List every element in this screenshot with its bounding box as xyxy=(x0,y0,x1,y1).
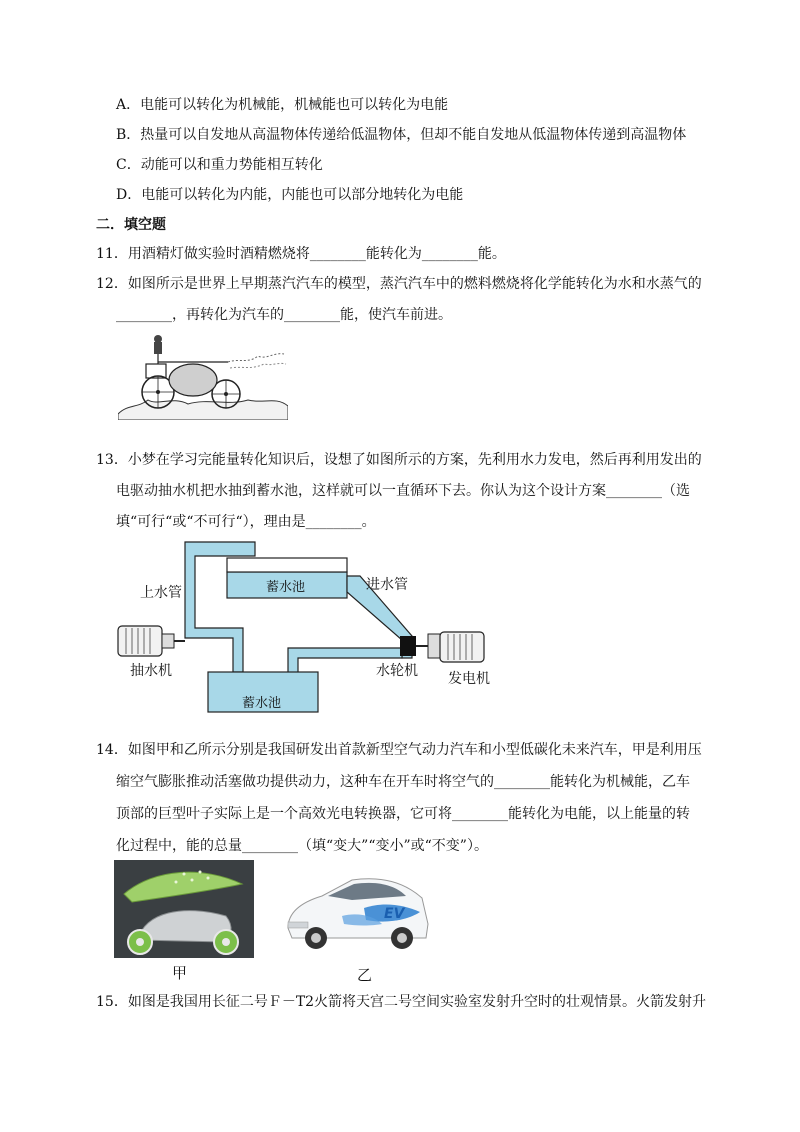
option-a: A．电能可以转化为机械能，机械能也可以转化为电能 xyxy=(116,97,449,113)
question-13-line-2: 电驱动抽水机把水抽到蓄水池，这样就可以一直循环下去。你认为这个设计方案________（选 xyxy=(116,483,690,499)
lower-pool-label: 蓄水池 xyxy=(242,696,282,711)
generator xyxy=(440,632,484,662)
steam-car-drawing xyxy=(118,334,288,420)
question-11: 11．用酒精灯做实验时酒精燃烧将________能转化为________能。 xyxy=(96,246,506,262)
upper-pool-label: 蓄水池 xyxy=(266,580,306,595)
option-c: C．动能可以和重力势能相互转化 xyxy=(116,157,323,173)
figure-label-a: 甲 xyxy=(172,964,188,982)
turbine-label: 水轮机 xyxy=(376,663,418,679)
steam-car-figure xyxy=(118,334,288,420)
ev-car-image xyxy=(282,872,432,956)
question-12-line-1: 12．如图所示是世界上早期蒸汽汽车的模型，蒸汽汽车中的燃料燃烧将化学能转化为水和水蒸气的 xyxy=(96,276,702,292)
pump-label: 抽水机 xyxy=(130,663,172,679)
ev-badge: EV xyxy=(384,906,405,922)
question-13-line-3: 填“可行“或“不可行“），理由是________。 xyxy=(116,514,376,530)
question-14-line-2: 缩空气膨胀推动活塞做功提供动力，这种车在开车时将空气的________能转化为机械能，乙车 xyxy=(116,774,690,790)
pumped-storage-diagram xyxy=(110,540,500,718)
up-pipe-label: 上水管 xyxy=(140,585,182,601)
question-14-line-3: 顶部的巨型叶子实际上是一个高效光电转换器，它可将________能转化为电能，以上能量的转 xyxy=(116,806,690,822)
question-12-line-2: ________，再转化为汽车的________能，使汽车前进。 xyxy=(116,307,452,323)
option-b: B．热量可以自发地从高温物体传递给低温物体，但却不能自发地从低温物体传递到高温物体 xyxy=(116,127,687,143)
question-14-line-1: 14．如图甲和乙所示分别是我国研发出首款新型空气动力汽车和小型低碳化未来汽车，甲是利用压 xyxy=(96,742,702,758)
question-14-line-4: 化过程中，能的总量________（填“变大”“变小”或“不变”）。 xyxy=(116,838,488,854)
section-title: 二．填空题 xyxy=(96,217,166,233)
generator-label: 发电机 xyxy=(448,671,490,687)
option-d: D．电能可以转化为内能，内能也可以部分地转化为电能 xyxy=(116,187,464,203)
turbine-block xyxy=(400,636,416,656)
leaf-car-image xyxy=(114,860,254,958)
pump-motor xyxy=(118,626,162,656)
in-pipe-label: 进水管 xyxy=(366,577,408,593)
question-13-line-1: 13．小梦在学习完能量转化知识后，设想了如图所示的方案，先利用水力发电，然后再利用发出的 xyxy=(96,452,702,468)
figure-label-b: 乙 xyxy=(357,966,373,984)
question-15: 15．如图是我国用长征二号Ｆ－T2火箭将天宫二号空间实验室发射升空时的壮观情景。火箭发射升 xyxy=(96,994,707,1010)
